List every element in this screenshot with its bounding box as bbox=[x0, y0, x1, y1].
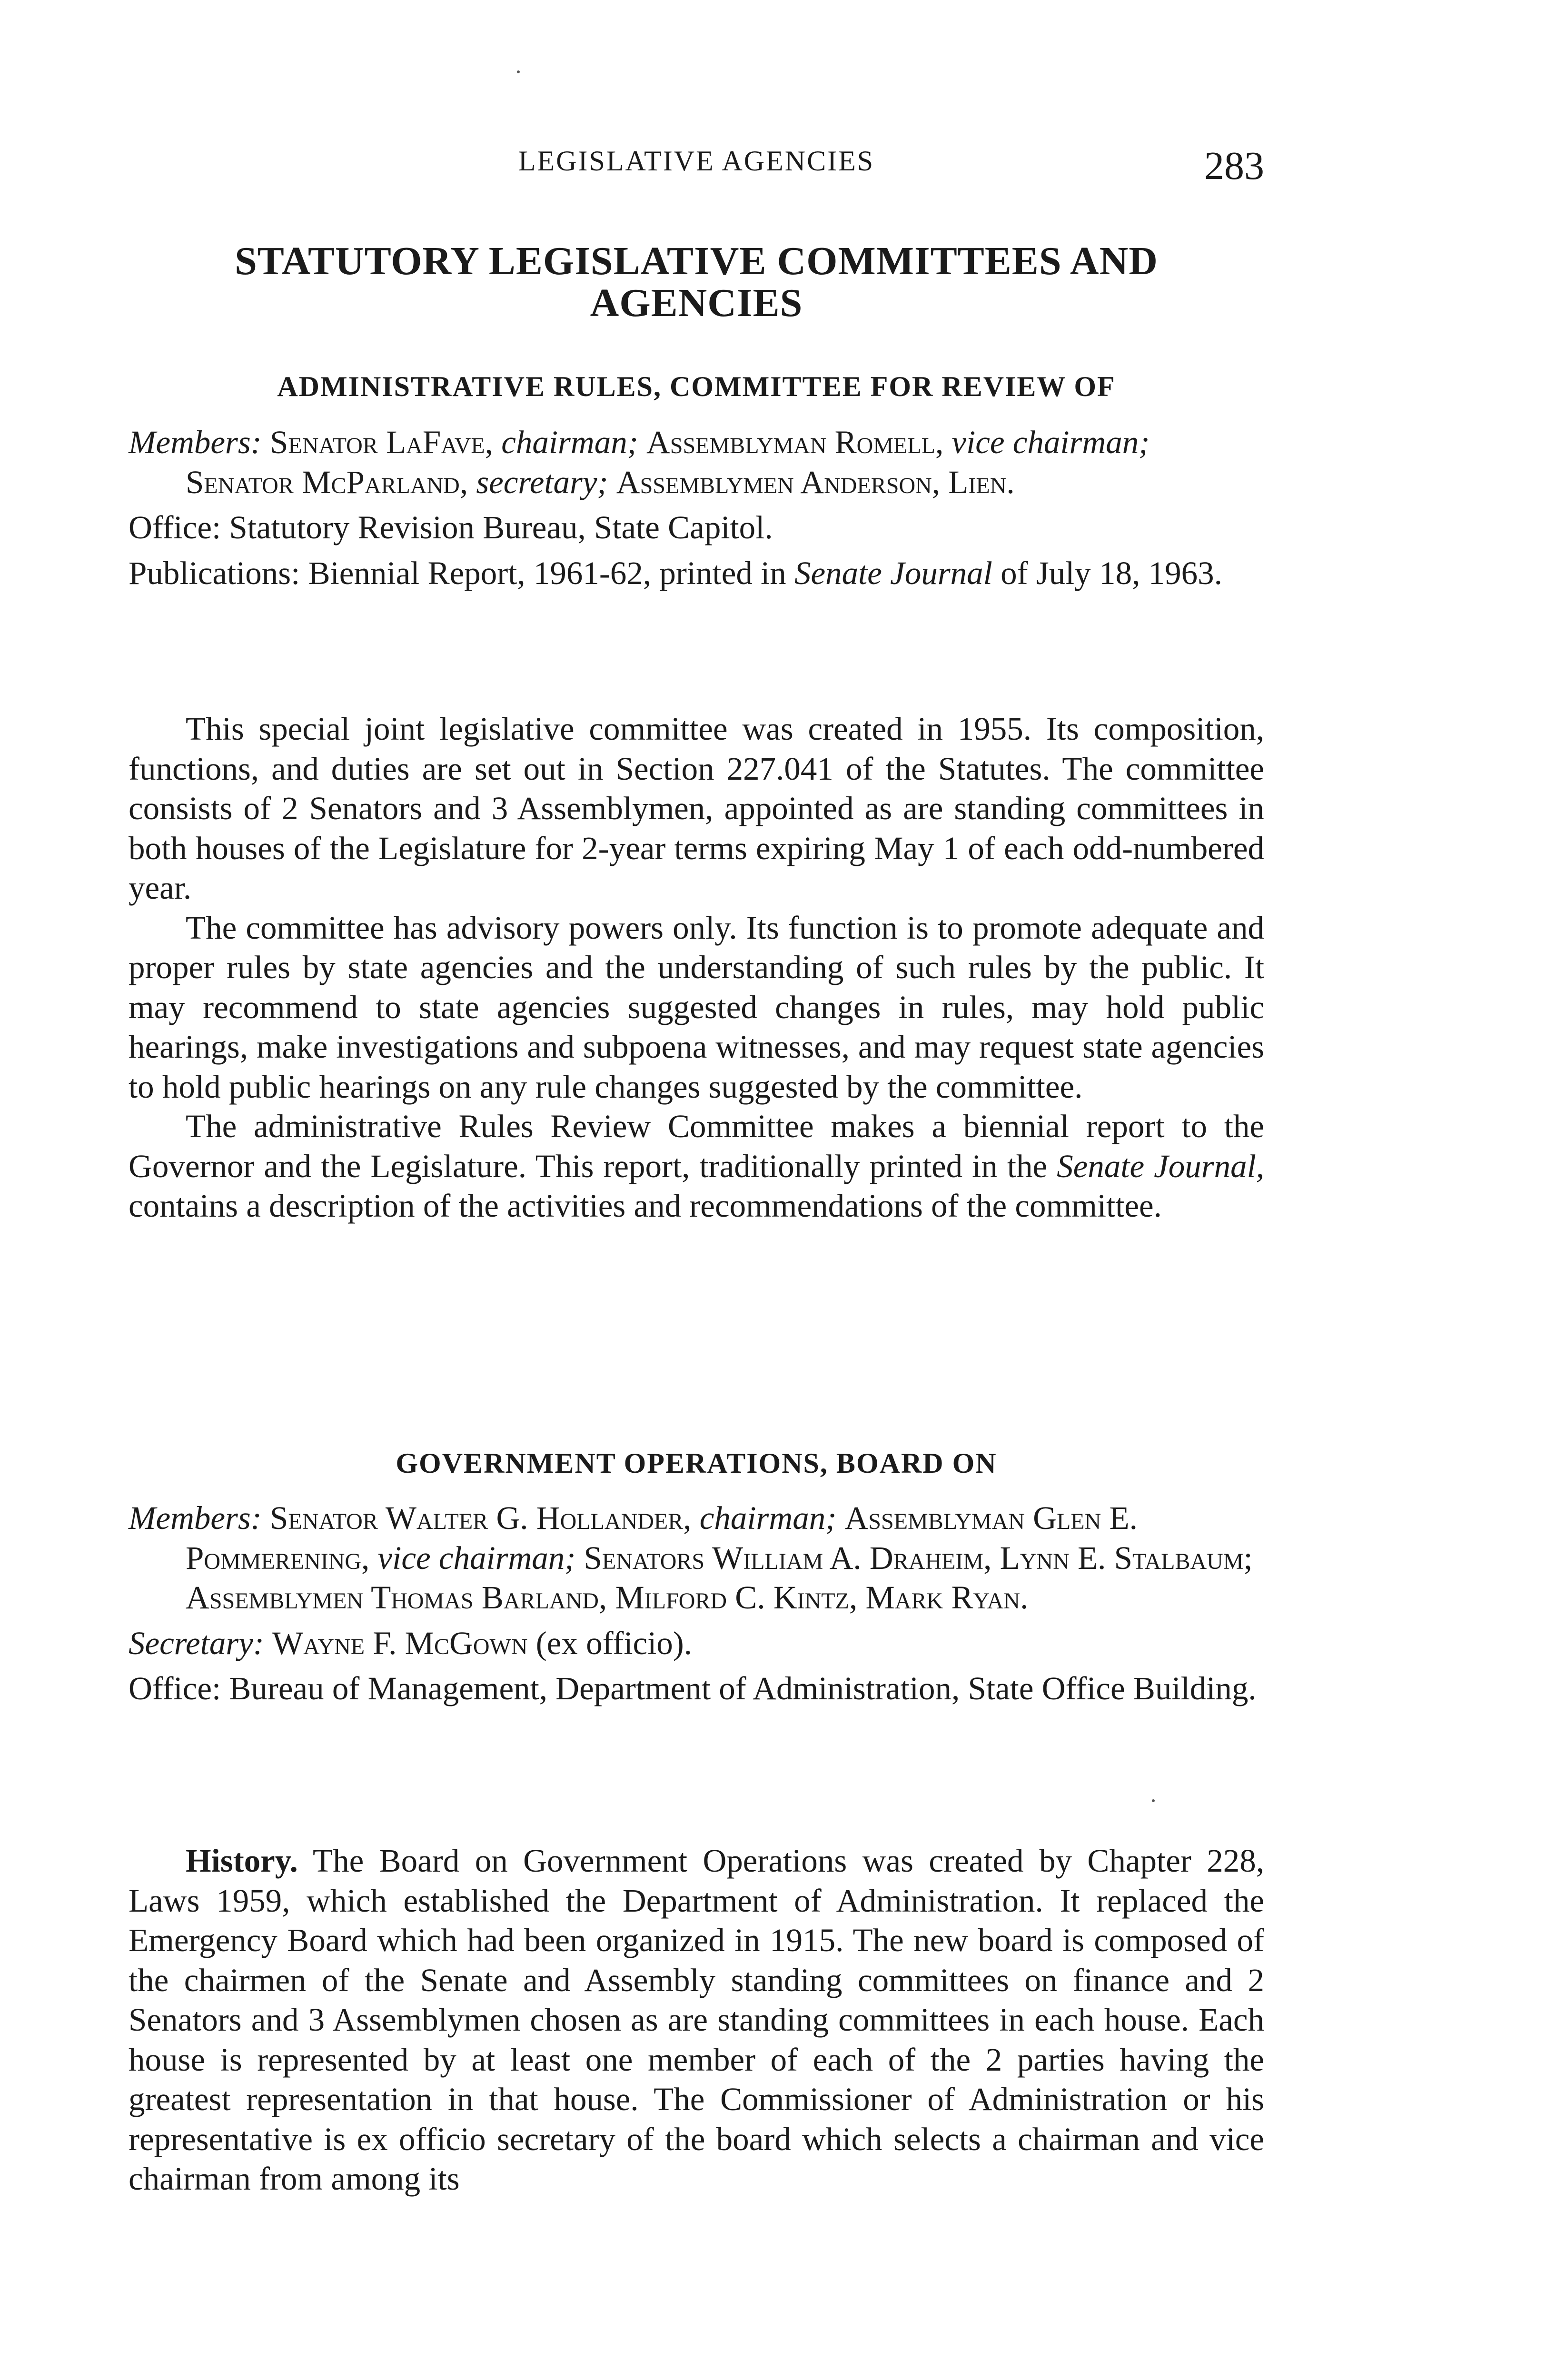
section-heading-government-operations: GOVERNMENT OPERATIONS, BOARD ON bbox=[396, 1448, 997, 1479]
member-name: Assemblymen Anderson, Lien. bbox=[616, 464, 1015, 500]
member-name: Senators William A. Draheim, Lynn E. Stalbaum; Assemblymen Thomas Barland, Milford C. Kintz, Mark Ryan. bbox=[186, 1539, 1253, 1616]
members-list bbox=[129, 423, 1264, 502]
member-name: Assemblyman Romell, bbox=[646, 424, 944, 460]
secretary-label: Secretary: bbox=[129, 1625, 264, 1661]
member-role: chairman; bbox=[699, 1500, 837, 1536]
page-number: 283 bbox=[1204, 144, 1264, 188]
paragraph: The committee has advisory powers only. Its function is to promote adequate and proper rules by state agencies and the understanding of such rules by the public. It may recommend to state agencies suggested changes in rules, may hold public hearings, make investigations and subpoena witnesses, and may request state agencies to hold public hearings on any rule changes suggested by the committee. bbox=[129, 909, 1264, 1105]
page-title bbox=[129, 240, 1264, 324]
paper-speck bbox=[1152, 1799, 1155, 1802]
page-title-line-1: STATUTORY LEGISLATIVE COMMITTEES AND bbox=[235, 239, 1158, 283]
paragraph-text: contains a description of the activities and recommendations of the committee. bbox=[129, 1188, 1162, 1224]
members-label: Members: bbox=[129, 1500, 262, 1536]
page-title-line-2: AGENCIES bbox=[590, 281, 803, 325]
document-page bbox=[129, 0, 1264, 2380]
member-name: Senator McParland, bbox=[186, 464, 468, 500]
running-head bbox=[129, 143, 1264, 186]
member-name: Assemblyman Glen E. Pommerening, bbox=[186, 1500, 1138, 1576]
running-title: LEGISLATIVE AGENCIES bbox=[518, 145, 875, 177]
section-heading-admin-rules: ADMINISTRATIVE RULES, COMMITTEE FOR REVIEW OF bbox=[277, 371, 1116, 402]
publications-text: Publications: Biennial Report, 1961-62, printed in bbox=[129, 555, 786, 591]
secretary-name: Wayne F. McGown bbox=[272, 1625, 528, 1661]
paragraph-text: The administrative Rules Review Committee makes a biennial report to the Governor and the Legislature. This report, traditionally printed in the bbox=[129, 1108, 1264, 1184]
member-name: Senator Walter G. Hollander, bbox=[270, 1500, 692, 1536]
history-text: The Board on Government Operations was created by Chapter 228, Laws 1959, which established the Department of Administration. It replaced the Emergency Board which had been organized in 1915. The new board is composed of the chairmen of the Senate and Assembly standing committees on finance and 2 Senators and 3 Assemblymen chosen as are standing committees in each house. Each house is represented by at least one member of each of the 2 parties having the greatest representation in that house. The Commissioner of Administration or his representative is ex officio secretary of the board which selects a chairman and vice chairman from among its bbox=[129, 1843, 1264, 2197]
member-role: vice chairman; bbox=[377, 1539, 576, 1576]
member-role: chairman; bbox=[501, 424, 638, 460]
admin-rules-description bbox=[129, 709, 1264, 1226]
history-lead: History. bbox=[186, 1843, 298, 1879]
publications-line bbox=[129, 554, 1264, 594]
members-list bbox=[129, 1498, 1264, 1618]
secretary-note: (ex officio). bbox=[535, 1625, 693, 1661]
admin-rules-roster bbox=[129, 423, 1264, 593]
publication-title: Senate Journal, bbox=[1057, 1148, 1264, 1184]
history-section bbox=[129, 1841, 1264, 2199]
publication-title: Senate Journal bbox=[794, 555, 992, 591]
office-line: Office: Bureau of Management, Department of Administration, State Office Building. bbox=[129, 1670, 1257, 1706]
publications-date: of July 18, 1963. bbox=[1001, 555, 1222, 591]
paragraph: This special joint legislative committee was created in 1955. Its composition, functions, and duties are set out in Section 227.041 of the Statutes. The committee consists of 2 Senators and 3 Assemblymen, appointed as are standing committees in both houses of the Legislature for 2-year terms expiring May 1 of each odd-numbered year. bbox=[129, 711, 1264, 906]
government-operations-roster bbox=[129, 1498, 1264, 1709]
paper-speck bbox=[517, 70, 520, 73]
member-role: vice chairman; bbox=[951, 424, 1150, 460]
secretary-line bbox=[129, 1624, 1264, 1664]
paragraph bbox=[129, 1107, 1264, 1226]
history-paragraph bbox=[129, 1841, 1264, 2199]
office-line: Office: Statutory Revision Bureau, State Capitol. bbox=[129, 509, 773, 545]
members-label: Members: bbox=[129, 424, 262, 460]
member-name: Senator LaFave, bbox=[270, 424, 493, 460]
member-role: secretary; bbox=[476, 464, 608, 500]
